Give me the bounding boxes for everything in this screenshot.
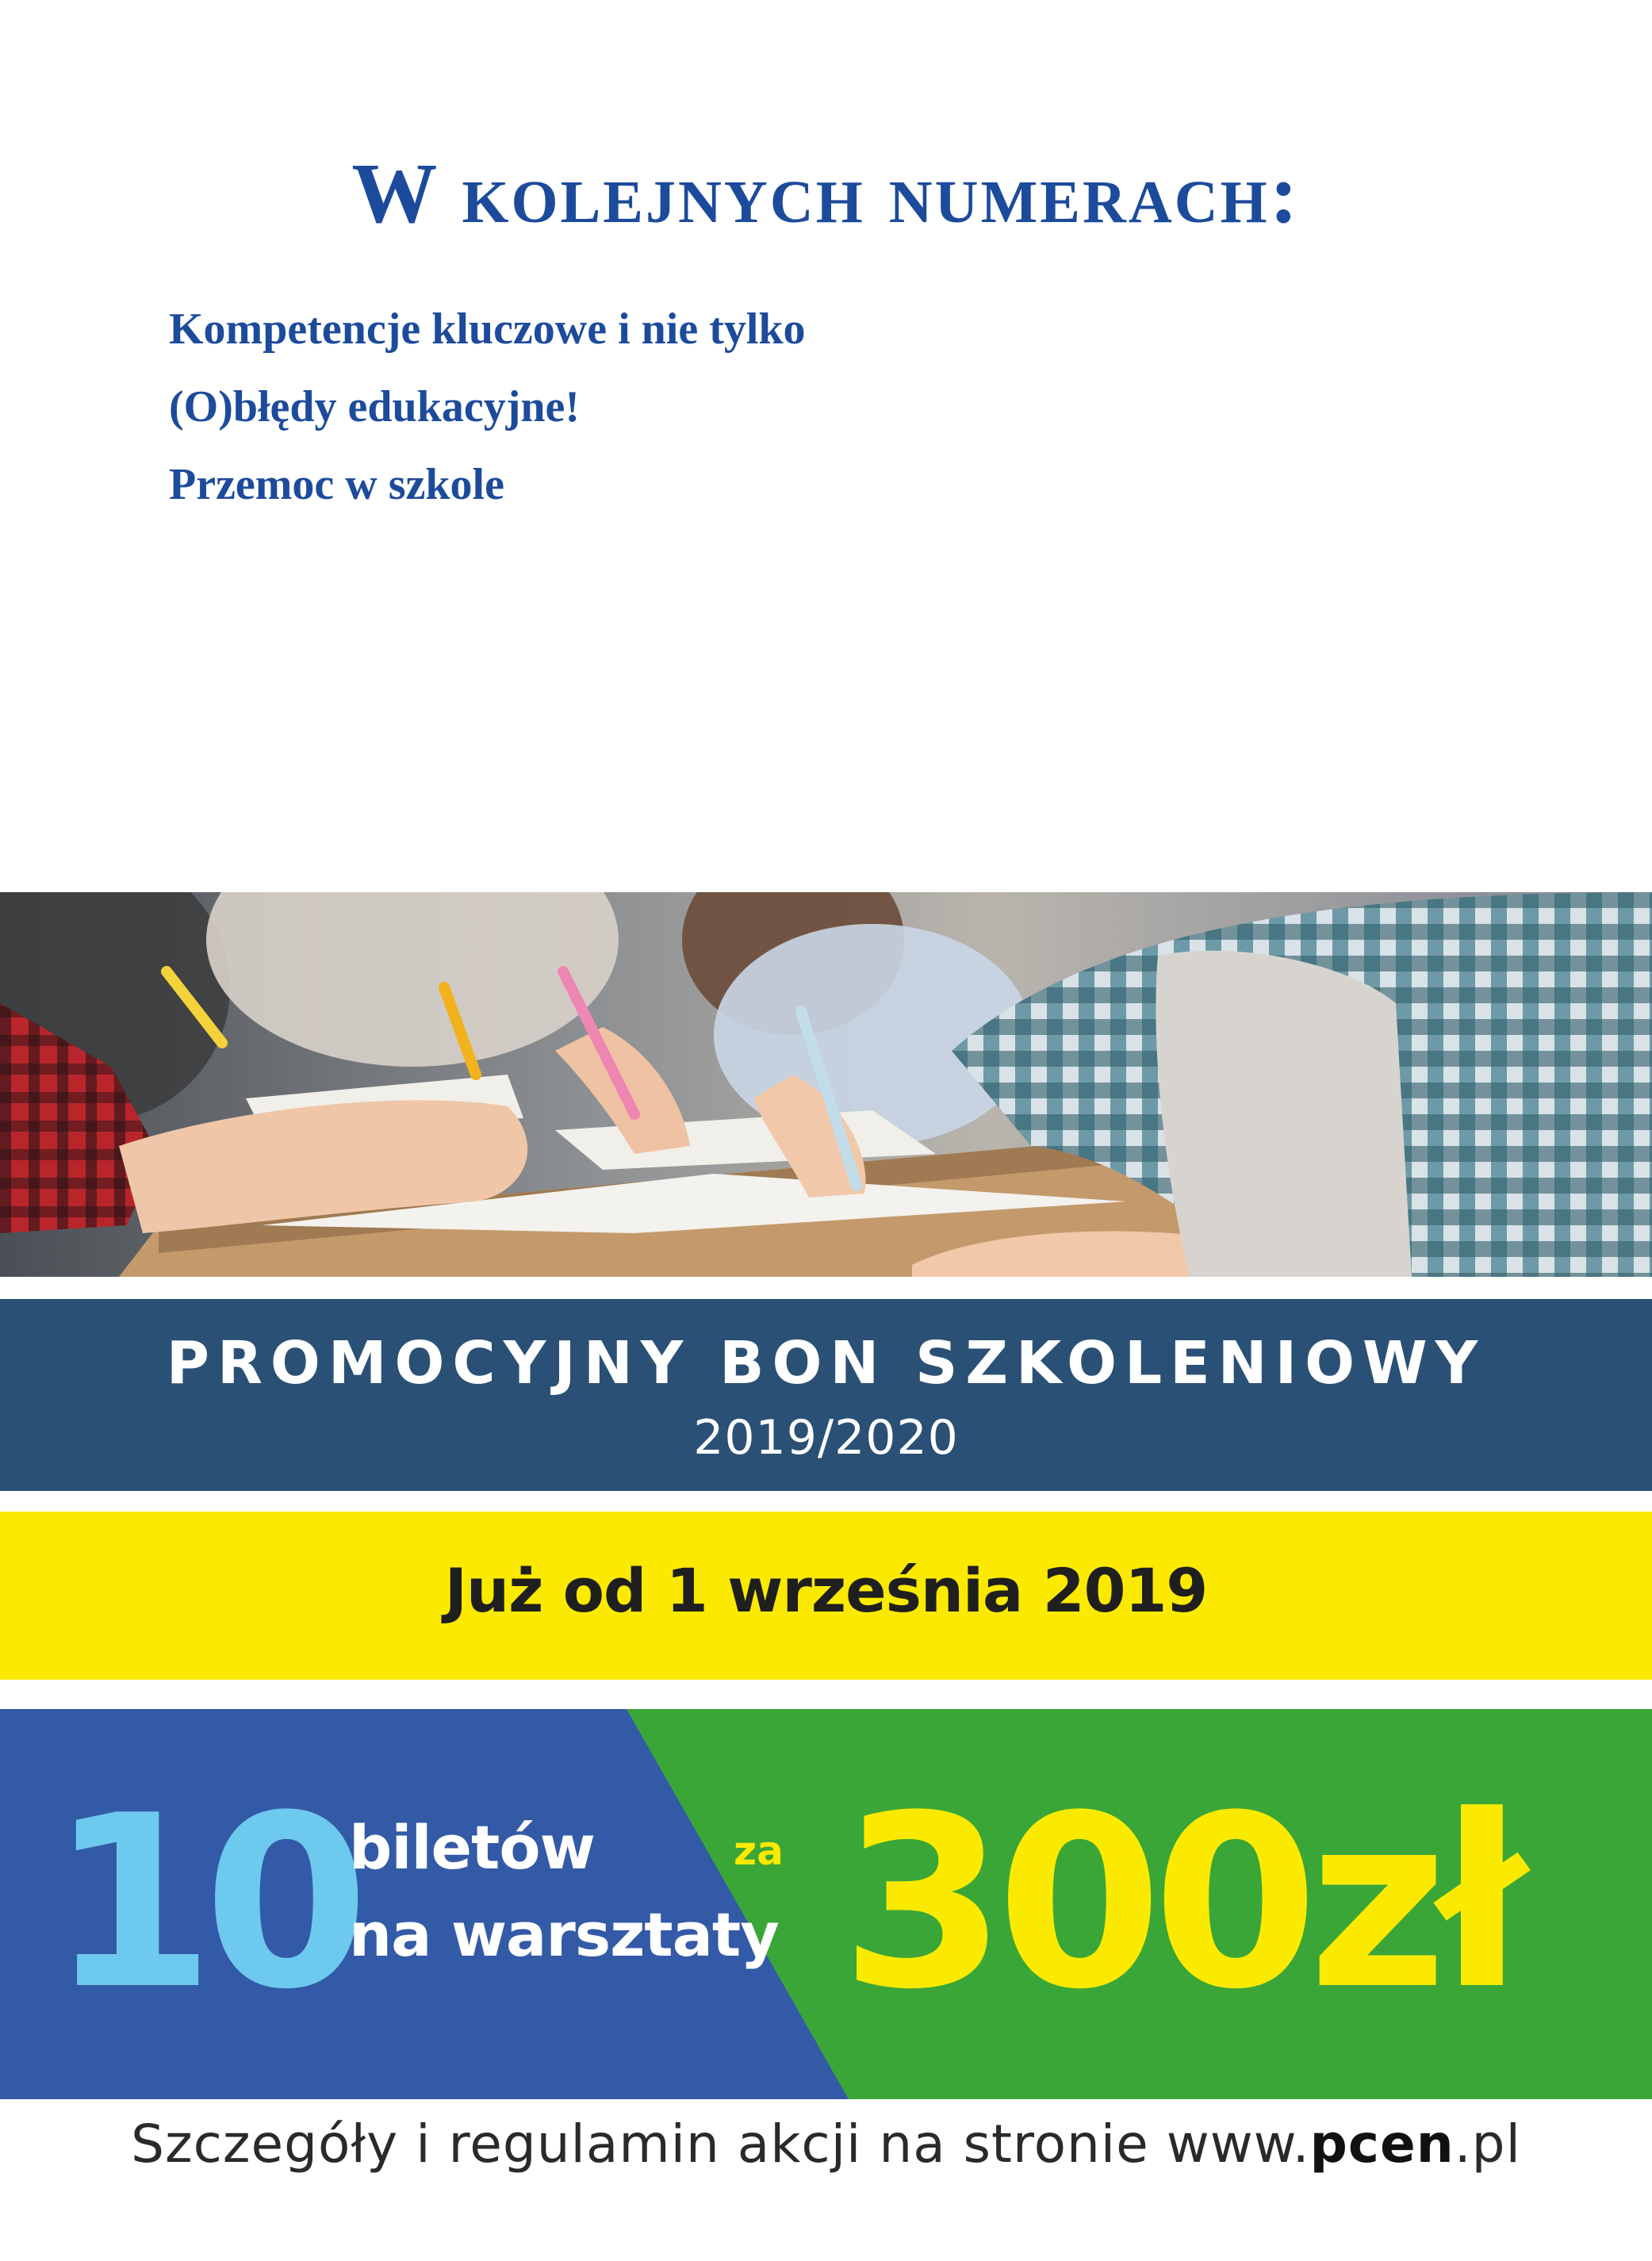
classroom-photo [0,892,1652,1277]
tickets-label: biletów [349,1812,595,1883]
topic-item: Przemoc w szkole [169,460,504,509]
footer-prefix: Szczegóły i regulamin akcji na stronie www. [131,2113,1310,2175]
footer-details [0,2113,1652,2175]
footer-domain[interactable]: pcen [1309,2113,1455,2175]
topic-item: Kompetencje kluczowe i nie tylko [169,305,806,354]
promo-voucher-banner [0,1299,1652,1491]
page-title-cap: W [351,147,439,241]
ticket-count: 10 [49,1765,358,2041]
start-date-text: Już od 1 września 2019 [444,1555,1208,1626]
start-date-banner [0,1512,1652,1680]
workshops-label: na warsztaty [349,1899,779,1970]
promo-voucher-year: 2019/2020 [693,1410,959,1466]
students-writing-illustration [0,892,1652,1277]
topic-item: (O)błędy edukacyjne! [169,382,580,431]
promo-voucher-title: PROMOCYJNY BON SZKOLENIOWY [166,1329,1486,1397]
page-title [0,143,1652,246]
offer-price: 300zł [841,1765,1517,2041]
for-label: za [734,1828,784,1874]
page-title-rest: kolejnych numerach: [462,147,1301,241]
upcoming-topics-list [169,301,806,535]
footer-suffix: .pl [1454,2113,1521,2175]
